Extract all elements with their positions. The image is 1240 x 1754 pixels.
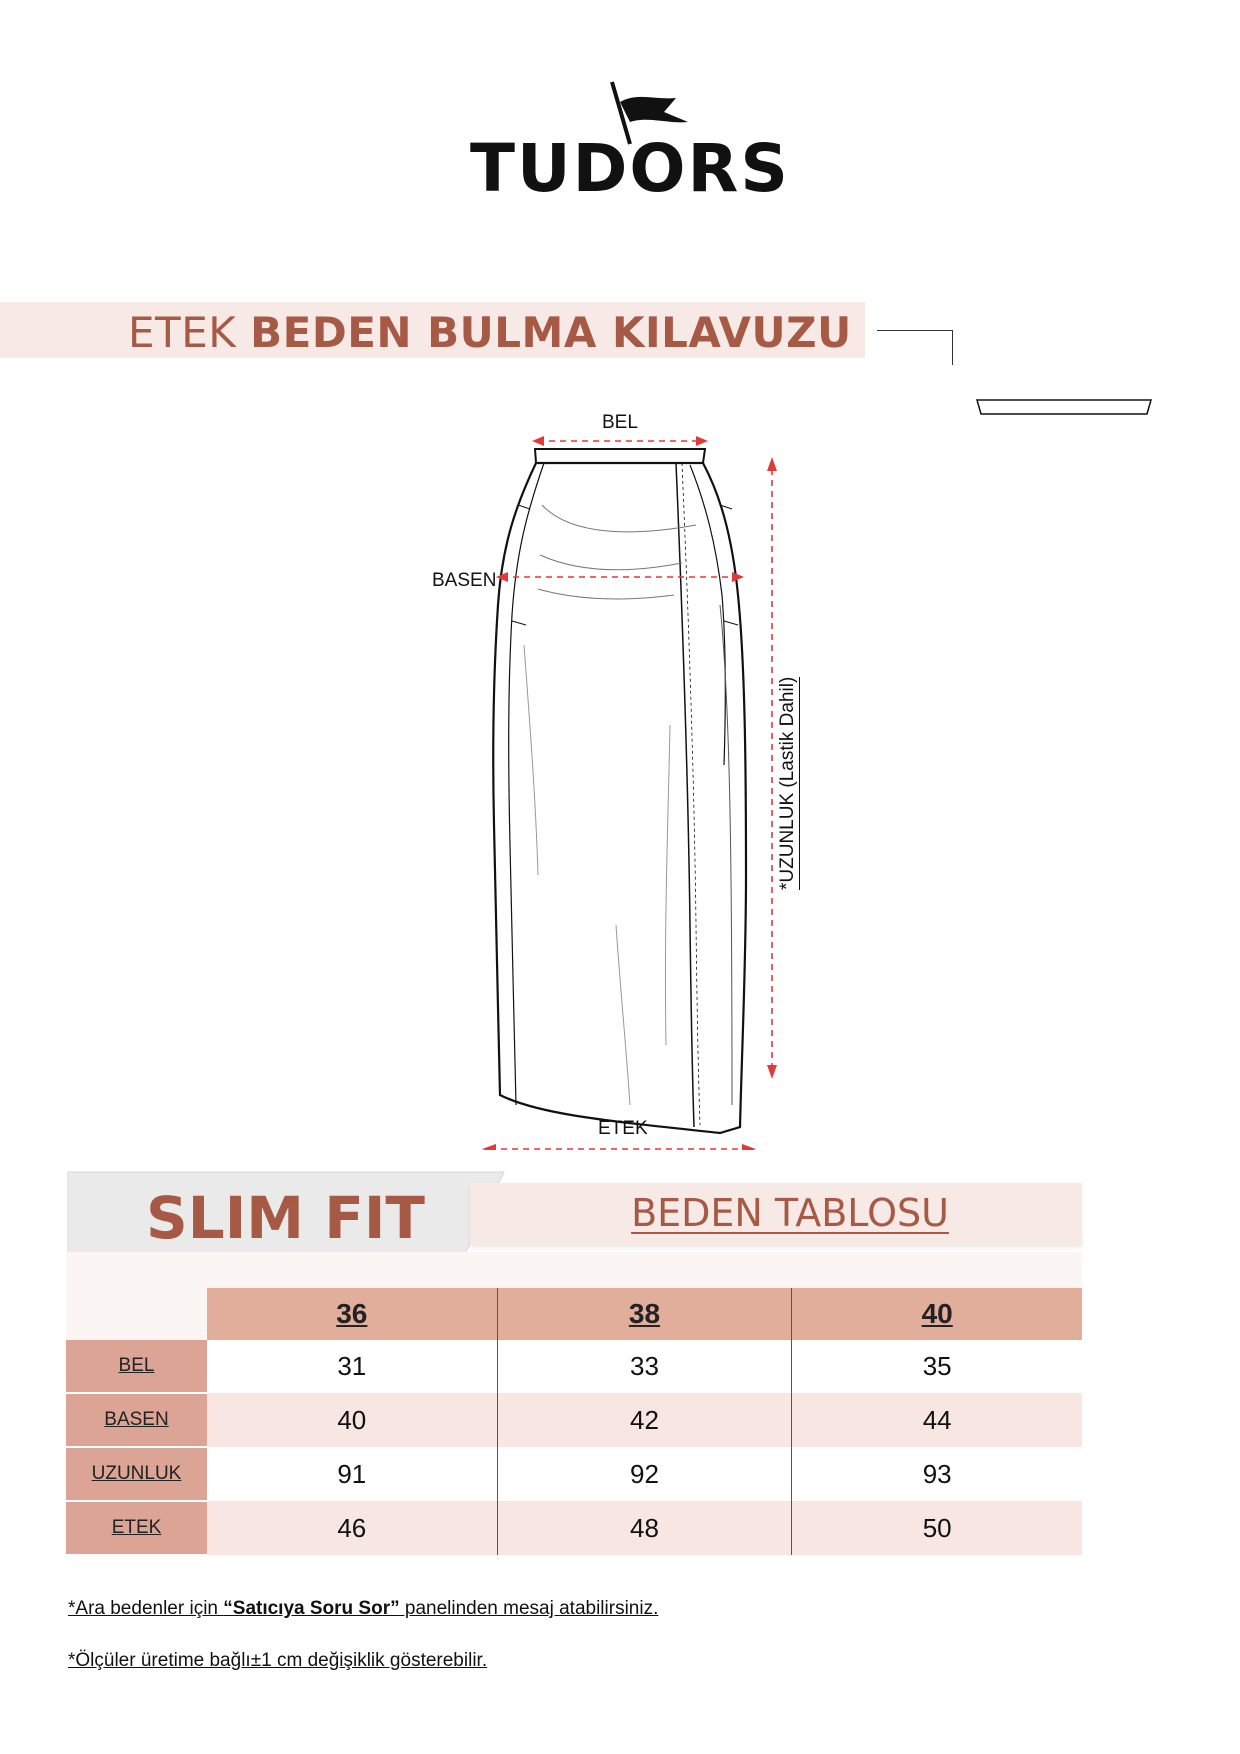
table-corner bbox=[66, 1288, 207, 1340]
table-header-row bbox=[66, 1288, 1082, 1340]
fit-label: SLIM FIT bbox=[146, 1184, 425, 1252]
table-cell: 91 bbox=[207, 1447, 497, 1501]
row-label: UZUNLUK bbox=[66, 1447, 207, 1501]
note1-post: panelinden mesaj atabilirsiniz. bbox=[399, 1598, 659, 1619]
table-cell: 48 bbox=[497, 1501, 792, 1555]
size-table bbox=[66, 1288, 1082, 1556]
title-bold: BEDEN BULMA KILAVUZU bbox=[250, 308, 852, 357]
size-table-title-band bbox=[470, 1183, 1082, 1245]
row-label: BASEN bbox=[66, 1393, 207, 1447]
table-cell: 92 bbox=[497, 1447, 792, 1501]
table-cell: 44 bbox=[792, 1393, 1082, 1447]
table-row bbox=[66, 1501, 1082, 1555]
brand-logo bbox=[470, 78, 790, 208]
table-cell: 33 bbox=[497, 1340, 792, 1393]
size-header: 38 bbox=[497, 1288, 792, 1340]
row-label: BEL bbox=[66, 1340, 207, 1393]
brand-name: TUDORS bbox=[470, 130, 790, 207]
title-light: ETEK bbox=[128, 308, 251, 357]
size-header: 40 bbox=[792, 1288, 1082, 1340]
corner-line bbox=[877, 330, 953, 365]
table-row bbox=[66, 1340, 1082, 1393]
size-header: 36 bbox=[207, 1288, 497, 1340]
table-cell: 93 bbox=[792, 1447, 1082, 1501]
table-cell: 31 bbox=[207, 1340, 497, 1393]
size-table-title: BEDEN TABLOSU bbox=[631, 1191, 949, 1235]
note-tolerance: *Ölçüler üretime bağlı±1 cm değişiklik gösterebilir. bbox=[68, 1650, 488, 1671]
note-intermediate-sizes bbox=[68, 1598, 658, 1620]
table-cell: 42 bbox=[497, 1393, 792, 1447]
table-top-band bbox=[66, 1252, 1082, 1288]
skirt-drawing bbox=[420, 405, 820, 1150]
note1-bold: “Satıcıya Soru Sor” bbox=[223, 1598, 400, 1619]
table-cell: 50 bbox=[792, 1501, 1082, 1555]
waistband-drawing bbox=[975, 398, 1153, 418]
table-row bbox=[66, 1393, 1082, 1447]
page-title bbox=[128, 308, 852, 357]
label-length: *UZUNLUK (Lastik Dahil) bbox=[777, 676, 798, 890]
label-basen: BASEN bbox=[432, 570, 497, 591]
title-band bbox=[0, 302, 865, 358]
table-cell: 46 bbox=[207, 1501, 497, 1555]
table-cell: 40 bbox=[207, 1393, 497, 1447]
row-label: ETEK bbox=[66, 1501, 207, 1555]
label-bel: BEL bbox=[602, 412, 638, 433]
table-row bbox=[66, 1447, 1082, 1501]
label-etek: ETEK bbox=[598, 1118, 648, 1139]
table-cell: 35 bbox=[792, 1340, 1082, 1393]
note1-pre: *Ara bedenler için bbox=[68, 1598, 224, 1619]
